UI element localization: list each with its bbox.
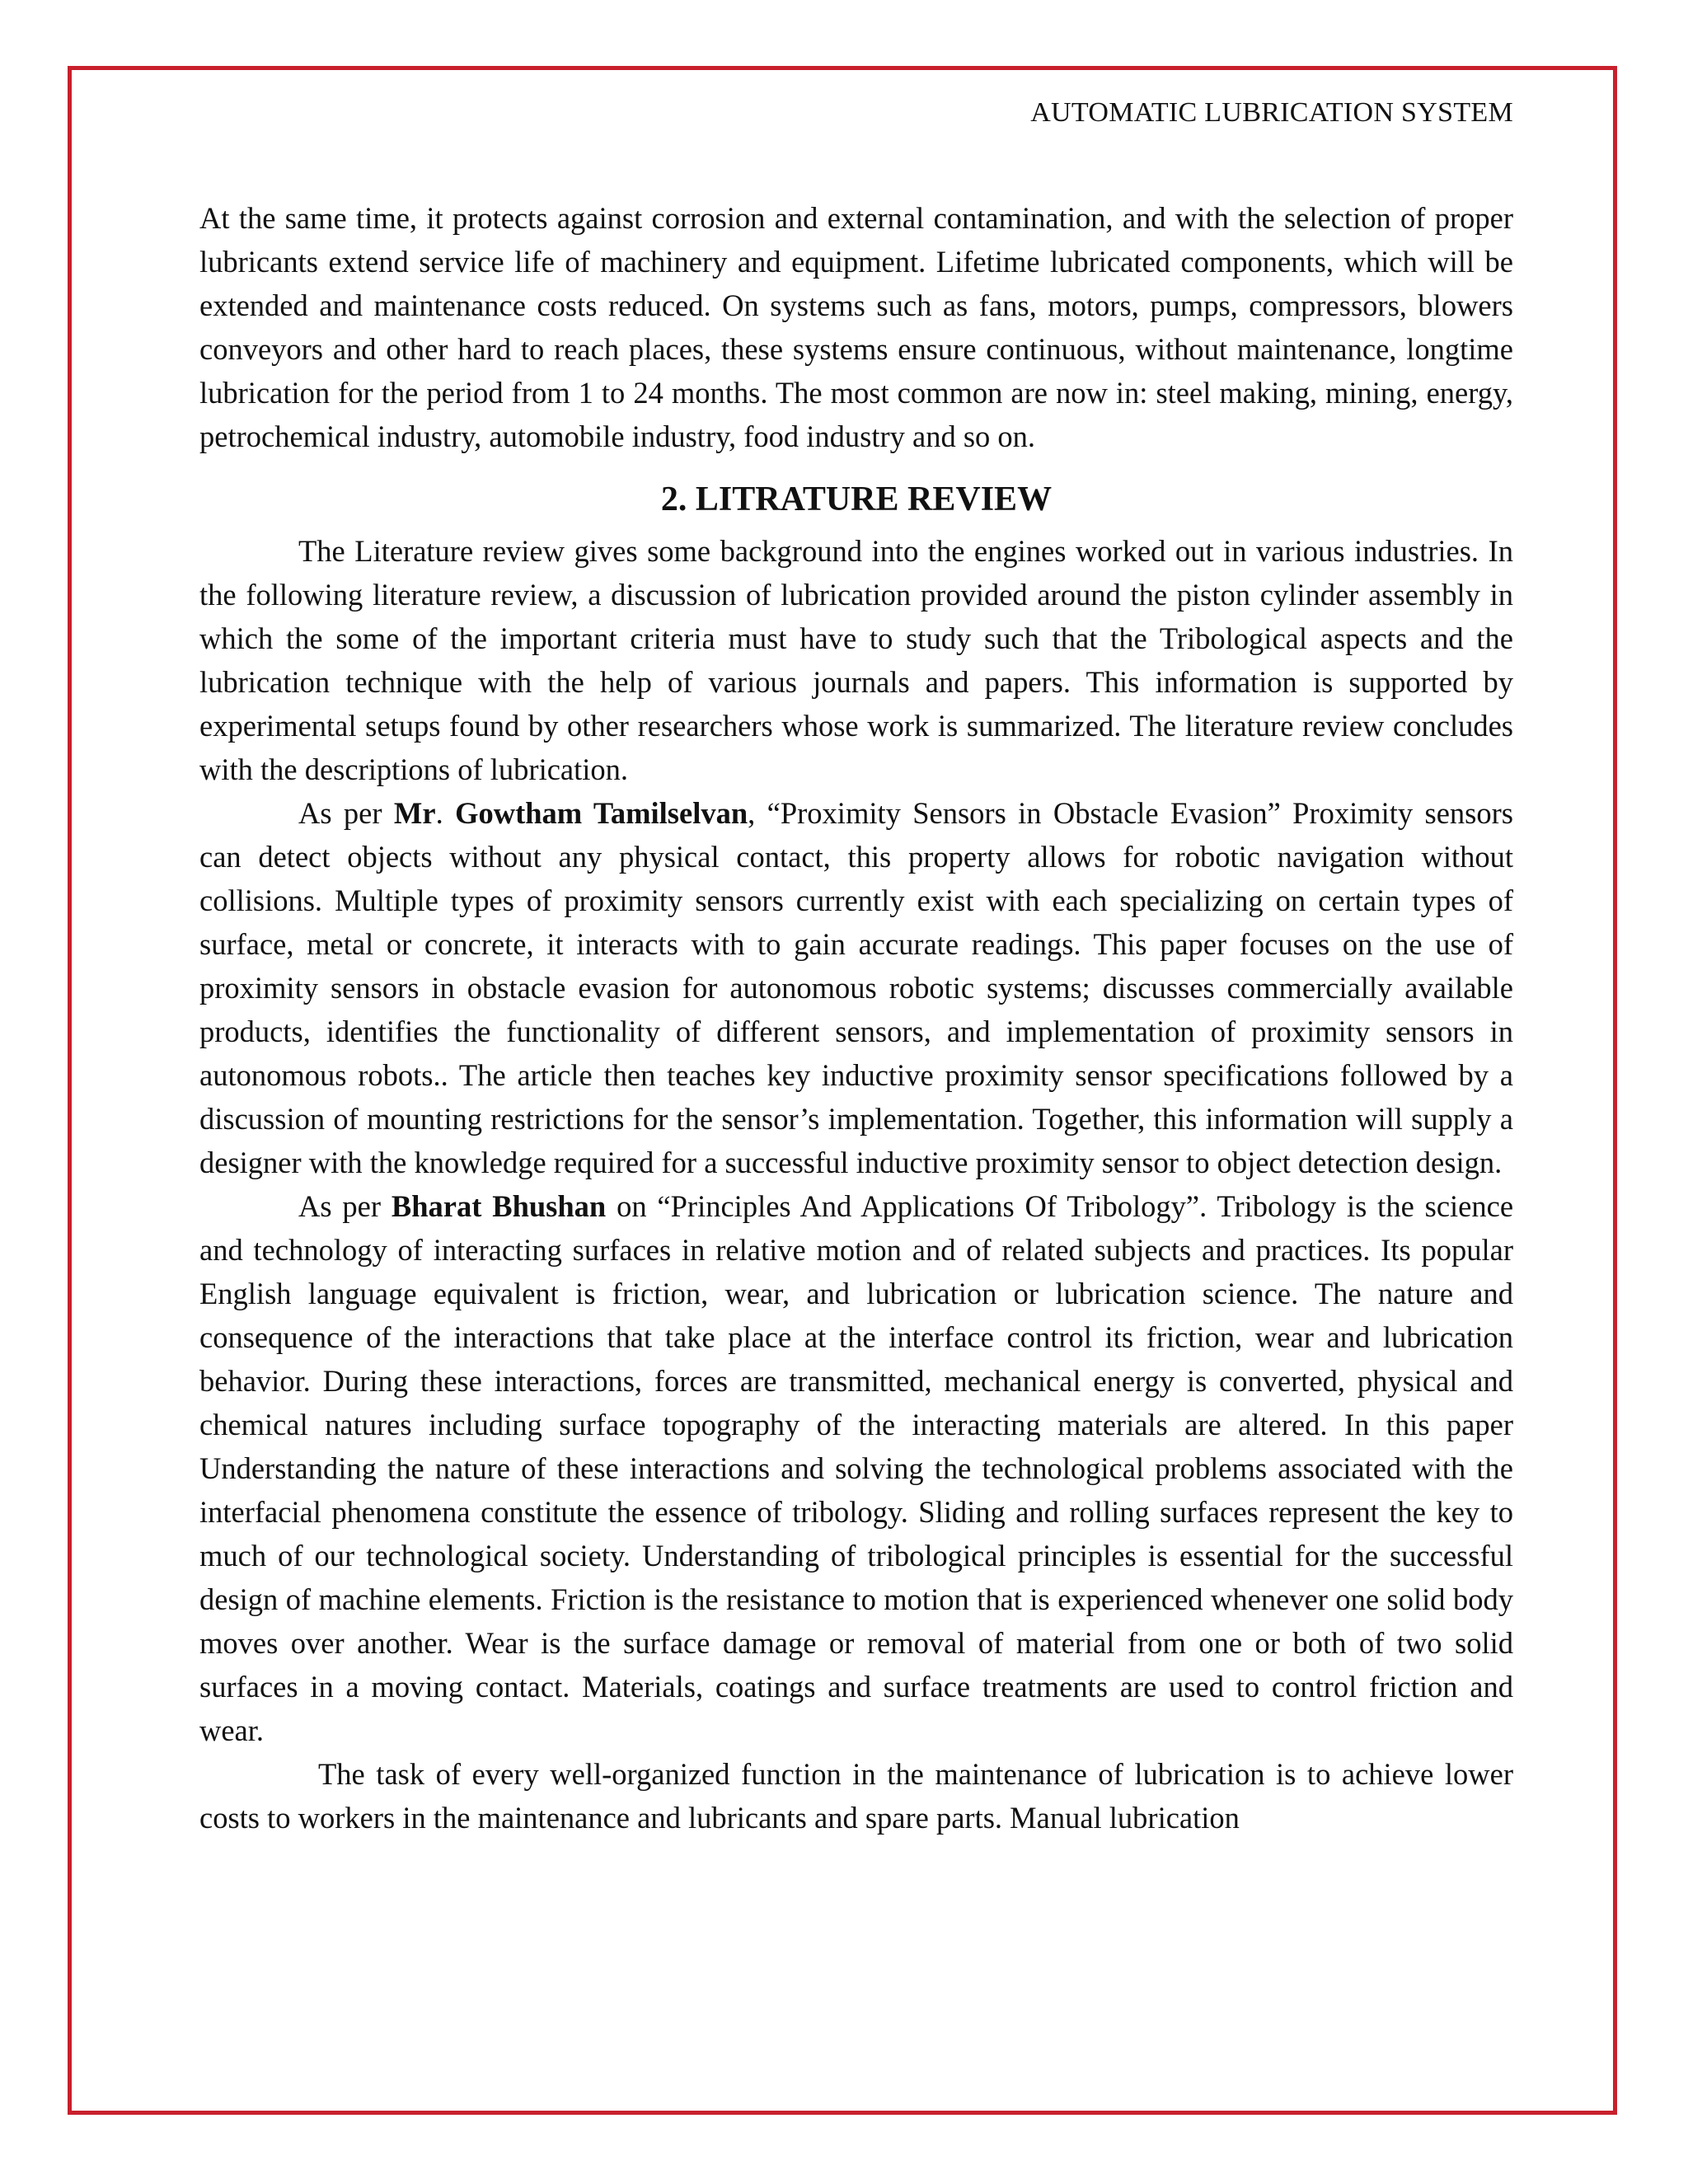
title-separator: .: [435, 796, 456, 830]
paragraph-lead: As per: [298, 1189, 392, 1223]
document-body: [199, 196, 1513, 1840]
literature-review-paragraph: The Literature review gives some background into the engines worked out in various industries. In the following literature review, a discussion of lubrication provided around the piston cylinder assembly in which the some of the important criteria must have to study such that the Tribological aspects and the lubrication technique with the help of various journals and papers. This information is supported by experimental setups found by other researchers whose work is summarized. The literature review concludes with the descriptions of lubrication.: [199, 534, 1513, 786]
author-name: Bharat Bhushan: [391, 1189, 607, 1223]
paragraph-body: , “Proximity Sensors in Obstacle Evasion” Proximity sensors can detect objects without any physical contact, this property allows for robotic navigation without collisions. Multiple types of proximity sensors currently exist with each specializing on certain types of surface, metal or concrete, it interacts with to gain accurate readings. This paper focuses on the use of proximity sensors in obstacle evasion for autonomous robotic systems; discusses commercially available products, identifies the functionality of different sensors, and implementation of proximity sensors in autonomous robots.. The article then teaches key inductive proximity sensor specifications followed by a discussion of mounting restrictions for the sensor’s implementation. Together, this information will supply a designer with the knowledge required for a successful inductive proximity sensor to object detection design.: [199, 796, 1513, 1179]
paragraph-body: on “Principles And Applications Of Tribology”. Tribology is the science and technology of interacting surfaces in relative motion and of related subjects and practices. Its popular English language equivalent is friction, wear, and lubrication or lubrication science. The nature and consequence of the interactions that take place at the interface control its friction, wear and lubrication behavior. During these interactions, forces are transmitted, mechanical energy is converted, physical and chemical natures including surface topography of the interacting materials are altered. In this paper Understanding the nature of these interactions and solving the technological problems associated with the interfacial phenomena constitute the essence of tribology. Sliding and rolling surfaces represent the key to much of our technological society. Understanding of tribological principles is essential for the successful design of machine elements. Friction is the resistance to motion that is experienced whenever one solid body moves over another. Wear is the surface damage or removal of material from one or both of two solid surfaces in a moving contact. Materials, coatings and surface treatments are used to control friction and wear.: [199, 1189, 1514, 1747]
intro-paragraph: At the same time, it protects against corrosion and external contamination, and with the selection of proper lubricants extend service life of machinery and equipment. Lifetime lubricated components, which will be extended and maintenance costs reduced. On systems such as fans, motors, pumps, compressors, blowers conveyors and other hard to reach places, these systems ensure continuous, without maintenance, longtime lubrication for the period from 1 to 24 months. The most common are now in: steel making, mining, energy, petrochemical industry, automobile industry, food industry and so on.: [199, 201, 1513, 453]
section-heading: 2. LITRATURE REVIEW: [660, 480, 1053, 518]
bhushan-review-paragraph: [199, 1184, 1513, 1752]
running-header: AUTOMATIC LUBRICATION SYSTEM: [1030, 97, 1513, 128]
maintenance-paragraph: The task of every well-organized function in the maintenance of lubrication is to achieve lower costs to workers in the maintenance and lubricants and spare parts. Manual lubrication: [199, 1757, 1513, 1835]
tamilselvan-review-paragraph: [199, 791, 1513, 1184]
author-title: Mr: [393, 796, 436, 830]
paragraph-lead: As per: [298, 796, 394, 830]
author-name: Gowtham Tamilselvan: [455, 796, 748, 830]
